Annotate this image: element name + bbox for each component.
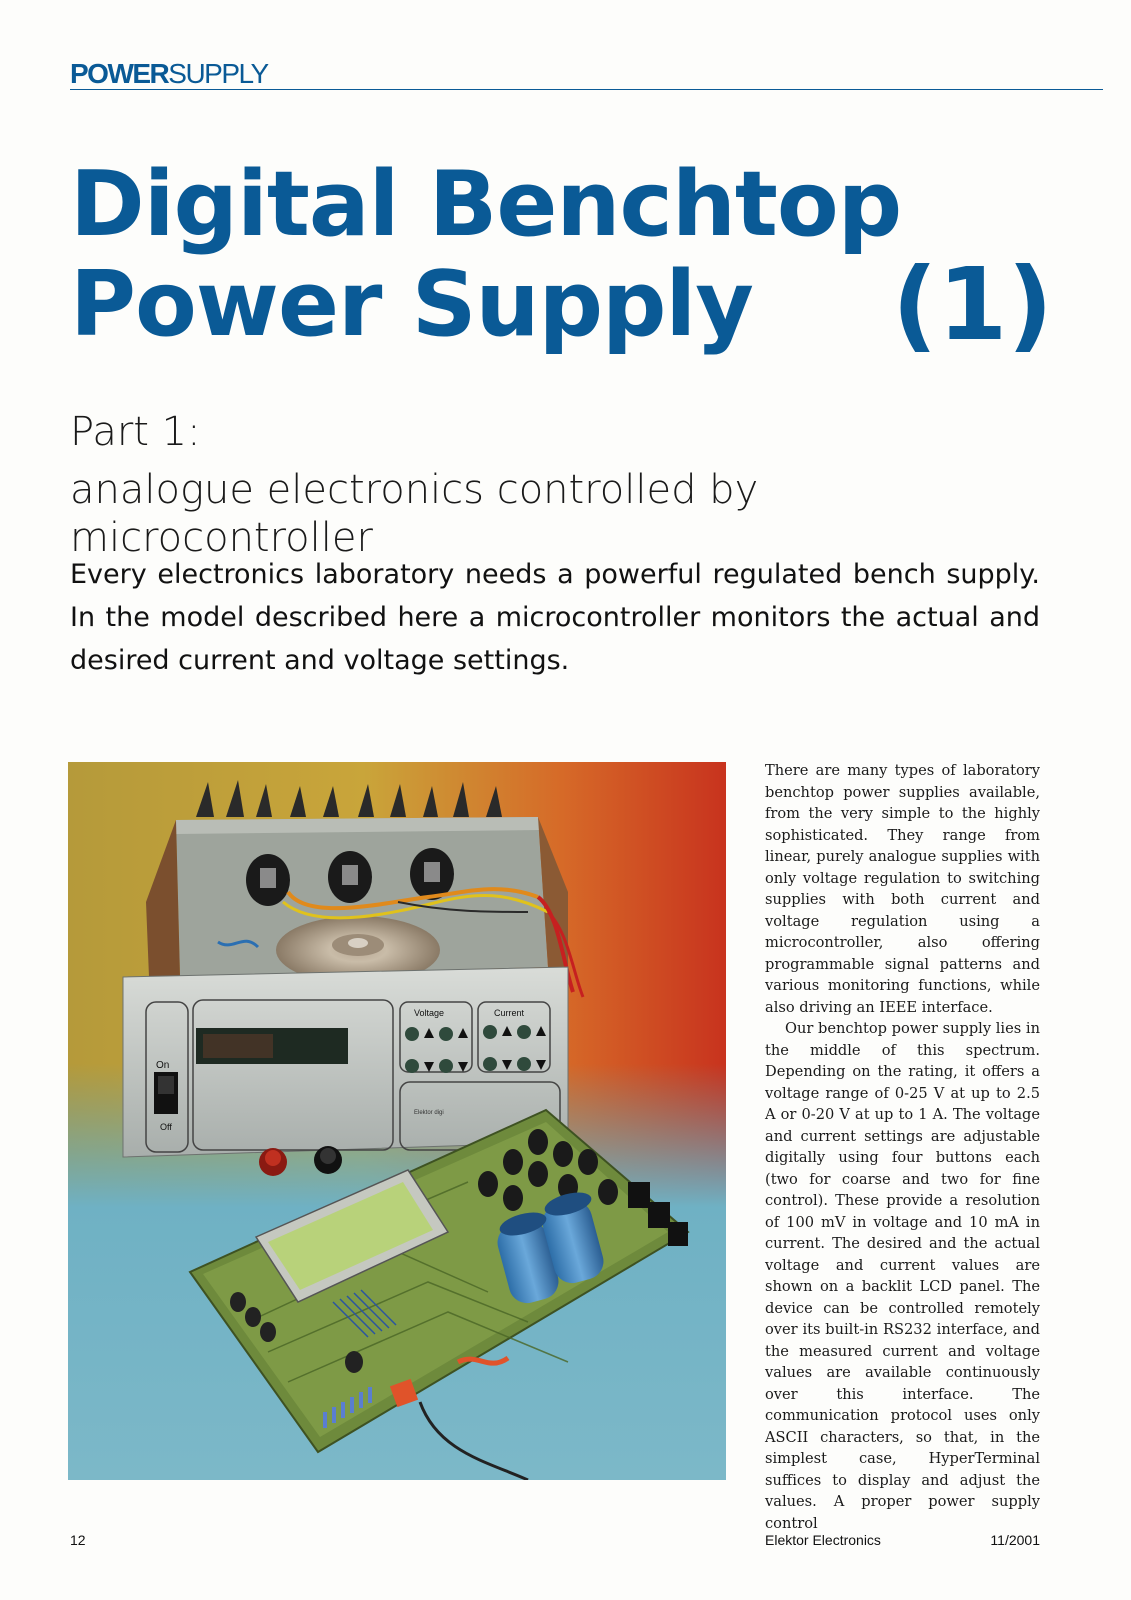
- header-rule: [70, 89, 1103, 90]
- panel-label-current: Current: [494, 1008, 525, 1018]
- body-text: [765, 760, 1040, 1534]
- subtitle-description: analogue electronics controlled by microcontroller: [70, 467, 759, 561]
- body-paragraph-1: There are many types of laboratory benchtop power supplies available, from the very simple to the highly sophisticated. They range from linear, purely analogue supplies with only voltage regulation to switching supplies with both current and voltage regulation using a microcontroller, also offering programmable signal patterns and various monitoring functions, while also driving an IEEE interface.: [765, 762, 1040, 1016]
- article-title-line1: Digital Benchtop: [70, 152, 902, 257]
- journal-name: Elektor Electronics: [765, 1532, 881, 1548]
- page-number: 12: [70, 1532, 86, 1548]
- body-paragraph-2: Our benchtop power supply lies in the middle of this spectrum. Depending on the rating, it offers a voltage range of 0-25 V at up to 2.5 A or 0-20 V at up to 1 A. The voltage and current settings are adjustable digitally using four buttons each (two for coarse and two for fine control). These provide a resolution of 100 mV in voltage and 10 mA in current. The desired and the actual voltage and current values are shown on a backlit LCD panel. The device can be controlled remotely over its built-in RS232 interface, and the measured current and voltage values are available continuously over this interface. The communication protocol uses only ASCII characters, so that, in the simplest case, HyperTerminal suffices to display and adjust the values. A proper power supply control: [765, 1020, 1040, 1532]
- panel-label-voltage: Voltage: [414, 1008, 445, 1018]
- section-header-light: SUPPLY: [168, 58, 268, 89]
- panel-label-brand: Elektor digi: [414, 1110, 444, 1116]
- lead-paragraph: Every electronics laboratory needs a powerful regulated bench supply. In the model described here a microcontroller monitors the actual and desired current and voltage settings.: [70, 559, 1040, 676]
- power-supply-photo: [68, 762, 726, 1480]
- switch-label-off: Off: [160, 1122, 172, 1132]
- article-title-line2: Power Supply: [70, 252, 753, 357]
- subtitle-part: Part 1:: [70, 409, 201, 455]
- switch-label-on: On: [156, 1060, 170, 1071]
- issue-date: 11/2001: [990, 1532, 1040, 1548]
- section-header-bold: POWER: [70, 58, 169, 89]
- part-number: (1): [892, 246, 1053, 363]
- section-header: [70, 58, 268, 90]
